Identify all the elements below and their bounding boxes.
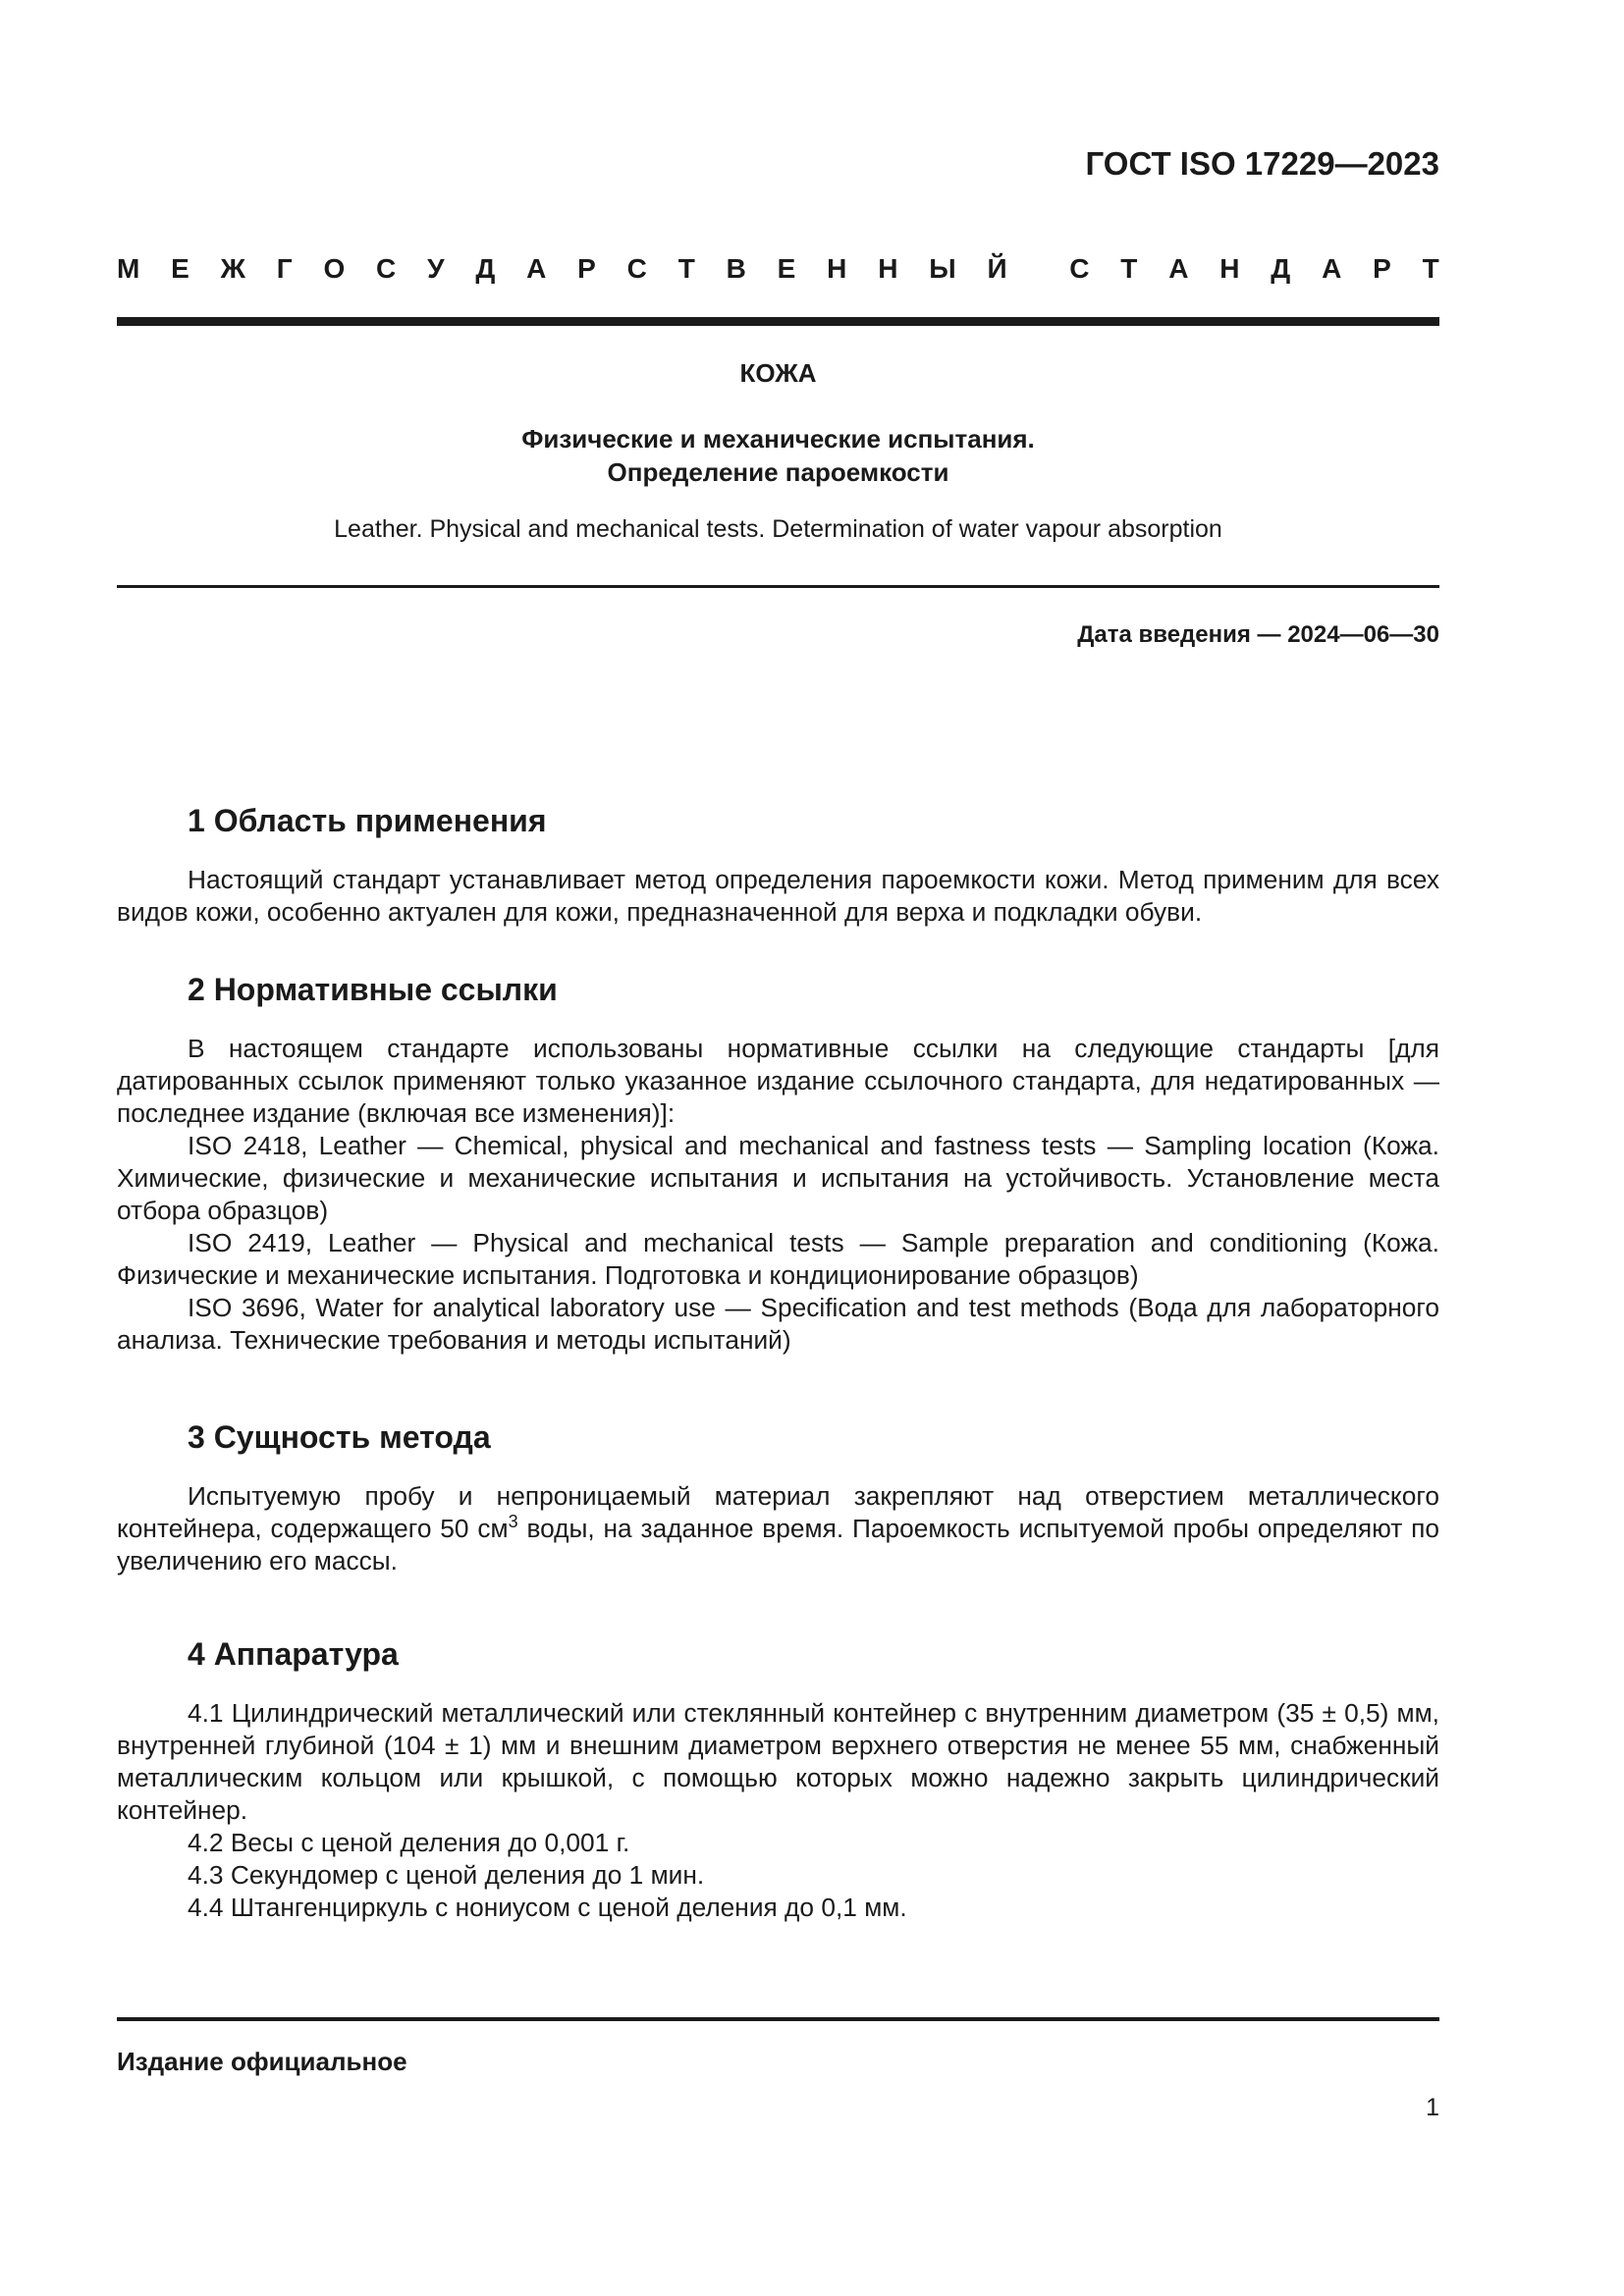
section-heading: 1 Область применения	[188, 803, 547, 838]
letter: У	[427, 253, 445, 284]
header-divider	[117, 317, 1439, 326]
letter: С	[376, 253, 397, 284]
letter: Е	[777, 253, 796, 284]
letter: Г	[276, 253, 293, 284]
paragraph: 4.1 Цилиндрический металлический или стеклянный контейнер с внутренним диаметром (35 ± 0,5) мм, внутренней глубиной (104 ± 1) мм и внешним диаметром верхнего отверстия не менее 55 мм, снабженный металлическим кольцом или крышкой, с помощью которых можно надежно закрыть цилиндрический контейнер.	[117, 1698, 1439, 1825]
letter: Т	[1422, 253, 1439, 284]
paragraph	[117, 1480, 1439, 1577]
standard-code: ГОСТ ISO 17229—2023	[1085, 145, 1439, 182]
letter: М	[117, 253, 140, 284]
footer-divider	[117, 2017, 1439, 2021]
document-title: КОЖА	[739, 358, 817, 388]
page-number: 1	[1426, 2094, 1439, 2121]
paragraph: 4.3 Секундомер с ценой деления до 1 мин.	[188, 1860, 705, 1890]
letter: Е	[171, 253, 189, 284]
section-body	[117, 1480, 1439, 1577]
letter: Р	[577, 253, 596, 284]
letter: В	[726, 253, 746, 284]
section-body	[117, 1697, 1439, 1924]
letter: Д	[475, 253, 496, 284]
paragraph: 4.2 Весы с ценой деления до 0,001 г.	[188, 1828, 630, 1857]
letter: О	[323, 253, 346, 284]
section-heading: 3 Сущность метода	[188, 1419, 491, 1455]
subtitle-line: Физические и механические испытания.	[521, 424, 1035, 454]
subtitle-line: Определение пароемкости	[607, 457, 949, 487]
paragraph: Настоящий стандарт устанавливает метод определения пароемкости кожи. Метод применим для всех видов кожи, особенно актуален для кожи, предназначенной для верха и подкладки обуви.	[117, 865, 1439, 927]
paragraph: 4.4 Штангенциркуль с нониусом с ценой деления до 0,1 мм.	[188, 1893, 907, 1922]
superscript: 3	[508, 1512, 518, 1532]
text-run: Испытуемую пробу и непроницаемый материал закрепляют над отверстием металлического контейнера, содержащего 50 см	[117, 1481, 1439, 1543]
reference-item: ISO 2418, Leather — Chemical, physical and mechanical and fastness tests — Sampling location (Кожа. Химические, физические и механические испытания и испытания на устойчивость. Установление места отбора образцов)	[117, 1131, 1439, 1225]
letter: Н	[878, 253, 898, 284]
edition-label: Издание официальное	[117, 2047, 407, 2076]
letter: Т	[1120, 253, 1138, 284]
title-divider	[117, 585, 1439, 588]
section-body	[117, 864, 1439, 929]
reference-item: ISO 2419, Leather — Physical and mechanical tests — Sample preparation and conditioning (Кожа. Физические и механические испытания. Подготовка и кондиционирование образцов)	[117, 1228, 1439, 1290]
introduction-date: Дата введения — 2024—06—30	[1077, 621, 1439, 648]
section-heading: 2 Нормативные ссылки	[188, 972, 558, 1007]
english-title: Leather. Physical and mechanical tests. Determination of water vapour absorption	[334, 515, 1222, 543]
letter: Н	[827, 253, 847, 284]
paragraph: В настоящем стандарте использованы нормативные ссылки на следующие стандарты [для датированных ссылок применяют только указанное издание ссылочного стандарта, для недатированных — последнее издание (включая все изменения)]:	[117, 1034, 1439, 1128]
section-body	[117, 1033, 1439, 1357]
reference-item: ISO 3696, Water for analytical laboratory use — Specification and test methods (Вода для лабораторного анализа. Технические требования и методы испытаний)	[117, 1293, 1439, 1355]
letter: Ж	[220, 253, 245, 284]
letter: С	[626, 253, 647, 284]
letter: С	[1069, 253, 1090, 284]
letter: Н	[1219, 253, 1240, 284]
letter: Й	[987, 253, 1007, 284]
letter: Т	[677, 253, 695, 284]
letter: А	[1322, 253, 1342, 284]
interstate-standard-label	[117, 253, 1439, 285]
section-heading: 4 Аппаратура	[188, 1636, 399, 1672]
document-subtitle	[117, 422, 1439, 489]
letter: А	[1168, 253, 1189, 284]
letter: Ы	[929, 253, 956, 284]
letter: А	[526, 253, 547, 284]
letter: Р	[1373, 253, 1391, 284]
text-run: воды, на заданное время. Пароемкость испытуемой пробы определяют по увеличению его массы.	[117, 1514, 1439, 1575]
letter: Д	[1271, 253, 1291, 284]
